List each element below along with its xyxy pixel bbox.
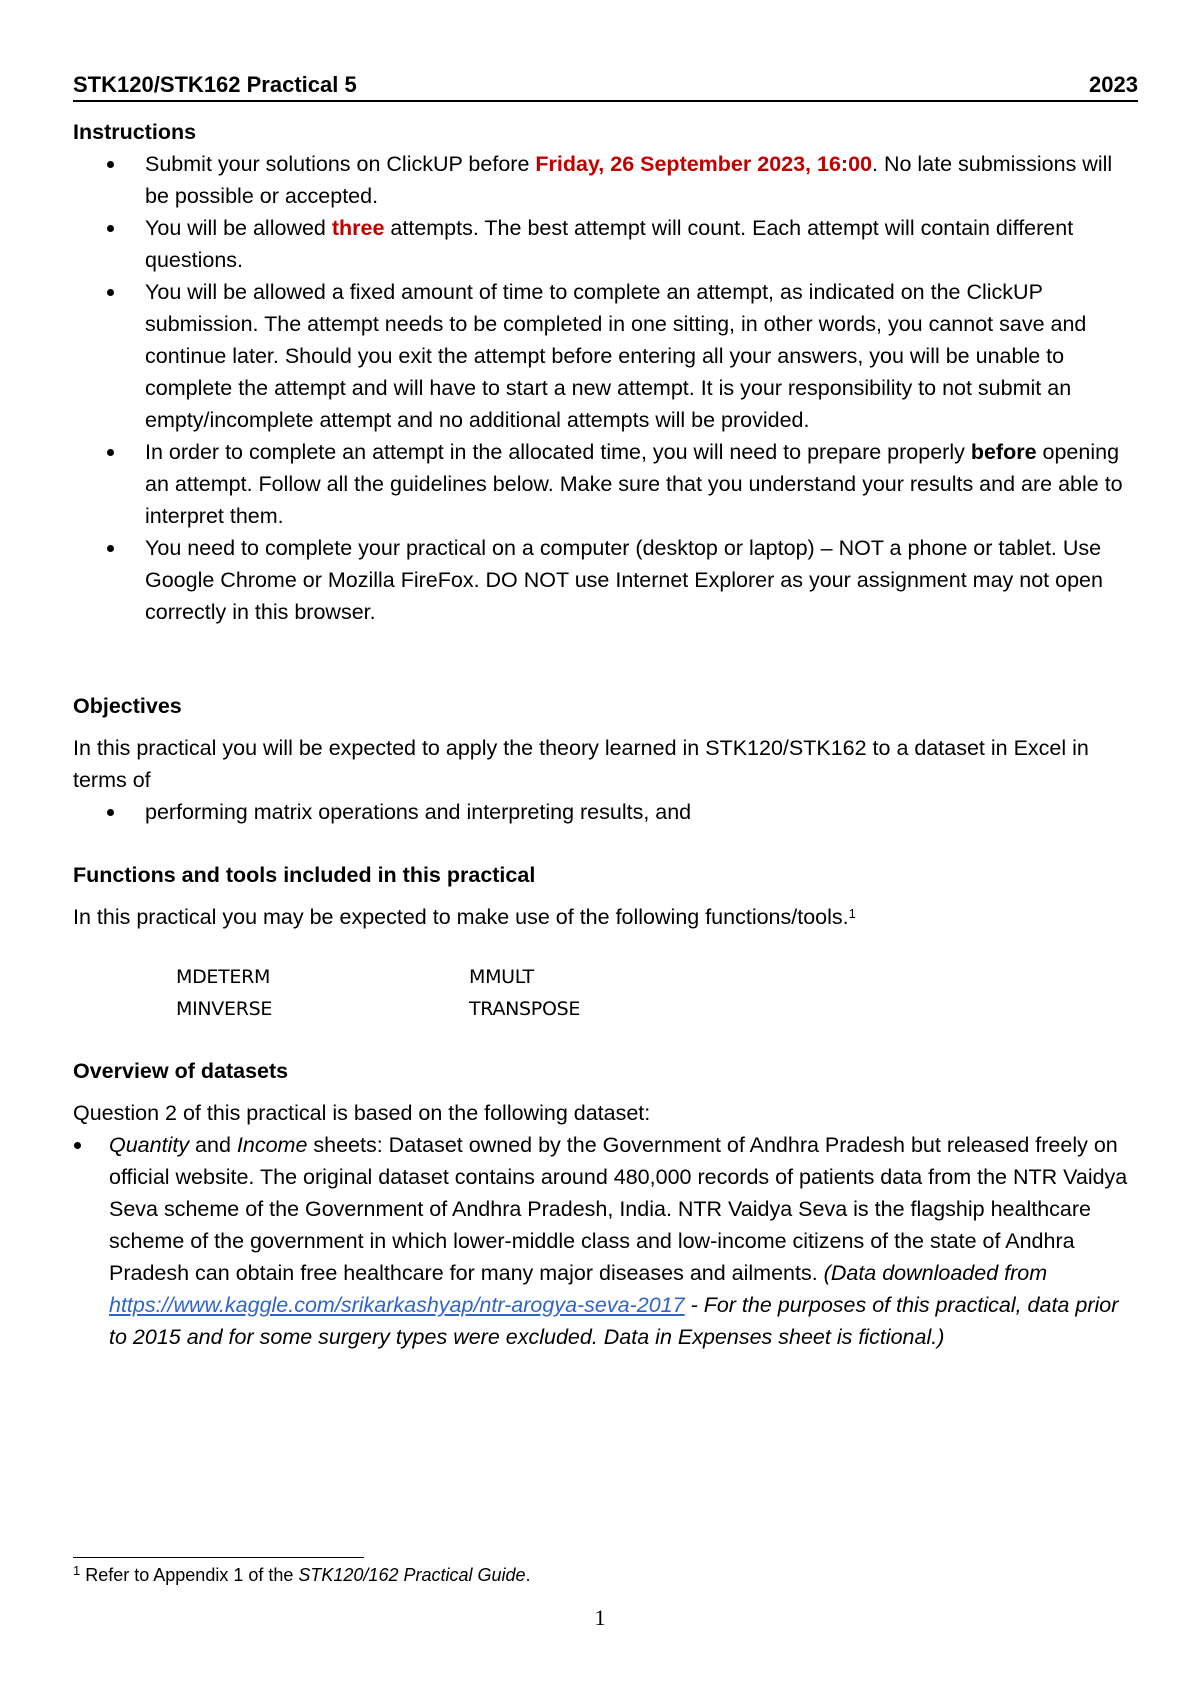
page-header [73, 70, 1138, 102]
functions-heading: Functions and tools included in this practical [73, 863, 536, 887]
function-name: MINVERSE [176, 998, 273, 1020]
function-name: MMULT [469, 966, 534, 988]
list-item: You need to complete your practical on a computer (desktop or laptop) – NOT a phone or tablet. Use Google Chrome or Mozilla FireFox. DO NOT use Internet Explorer as your assignment may not open correctly in this browser. [73, 532, 1138, 628]
function-name: TRANSPOSE [469, 998, 581, 1020]
list-item: performing matrix operations and interpreting results, and [73, 796, 1138, 828]
list-item: Submit your solutions on ClickUP before Friday, 26 September 2023, 16:00. No late submissions will be possible or accepted. [73, 148, 1138, 212]
bullet-icon [107, 809, 114, 816]
bullet-icon [107, 289, 114, 296]
objectives-section [73, 690, 1138, 828]
before-emphasis: before [970, 440, 1037, 464]
instructions-list [73, 148, 1138, 628]
datasets-list [73, 1129, 1138, 1353]
list-item: In order to complete an attempt in the allocated time, you will need to prepare properly before opening an attempt. Follow all the guidelines below. Make sure that you understand your results and are able to interpret them. [73, 436, 1138, 532]
functions-section [73, 859, 1138, 933]
objectives-intro: In this practical you will be expected to apply the theory learned in STK120/STK162 to a dataset in Excel in terms of [73, 736, 1089, 792]
datasets-section [73, 1055, 1138, 1353]
footnote: $^1$ Refer to Appendix 1 of the STK120/162 Practical Guide. [73, 1563, 531, 1585]
header-title: STK120/STK162 Practical 5 [73, 72, 357, 97]
function-column-2 [469, 961, 580, 1025]
list-item: You will be allowed three attempts. The best attempt will count. Each attempt will contain different questions. [73, 212, 1138, 276]
deadline-highlight: Friday, 26 September 2023, 16:00 [535, 152, 872, 176]
instructions-section [73, 116, 1138, 628]
attempts-highlight: three [331, 216, 385, 240]
footnote-ref: 1 [848, 906, 856, 921]
footnote-divider [73, 1557, 364, 1558]
page-number: 1 [594, 1605, 606, 1630]
datasets-heading: Overview of datasets [73, 1059, 289, 1083]
function-name: MDETERM [176, 966, 271, 988]
bullet-icon [107, 545, 114, 552]
kaggle-link[interactable]: https://www.kaggle.com/srikarkashyap/ntr-arogya-seva-2017 [109, 1293, 685, 1317]
bullet-icon [107, 161, 114, 168]
bullet-icon [74, 1142, 81, 1149]
list-item: You will be allowed a fixed amount of time to complete an attempt, as indicated on the ClickUP submission. The attempt needs to be completed in one sitting, in other words, you cannot save and continue later. Should you exit the attempt before entering all your answers, you will be unable to complete the attempt and will have to start a new attempt. It is your responsibility to not submit an empty/incomplete attempt and no additional attempts will be provided. [73, 276, 1138, 436]
function-column-1 [176, 961, 272, 1025]
header-year: 2023 [1089, 72, 1138, 97]
datasets-intro: Question 2 of this practical is based on the following dataset: [73, 1101, 651, 1125]
functions-intro: In this practical you may be expected to make use of the following functions/tools.$^1$ [73, 905, 856, 929]
list-item: Quantity and Income sheets: Dataset owned by the Government of Andhra Pradesh but released freely on official website. The original dataset contains around 480,000 records of patients data from the NTR Vaidya Seva scheme of the Government of Andhra Pradesh, India. NTR Vaidya Seva is the flagship healthcare scheme of the government in which lower-middle class and low-income citizens of the state of Andhra Pradesh can obtain free healthcare for many major diseases and ailments. (Data downloaded from https://www.kaggle.com/srikarkashyap/ntr-arogya-seva-2017 - For the purposes of this practical, data prior to 2015 and for some surgery types were excluded. Data in Expenses sheet is fictional.) [73, 1129, 1138, 1353]
bullet-icon [107, 449, 114, 456]
bullet-icon [107, 225, 114, 232]
instructions-heading: Instructions [73, 120, 197, 144]
objectives-list [73, 796, 1138, 828]
objectives-heading: Objectives [73, 694, 182, 718]
